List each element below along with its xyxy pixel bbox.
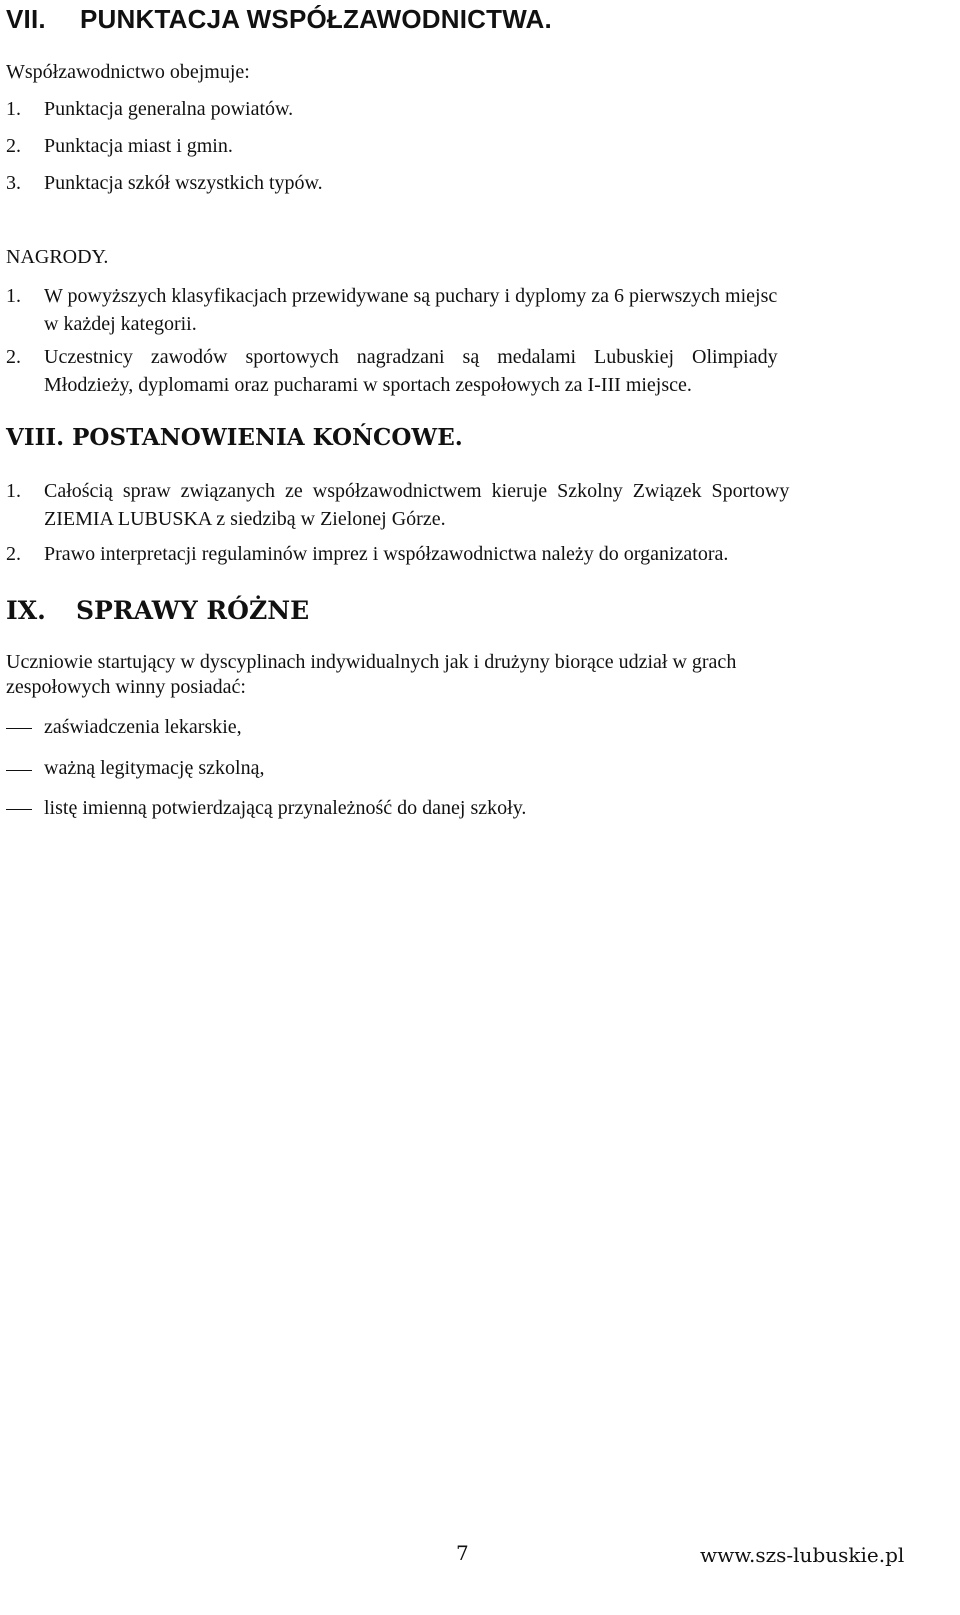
list-item-number: 1. xyxy=(6,285,21,307)
section-7-intro: Współzawodnictwo obejmuje: xyxy=(6,61,250,83)
list-item-text: W powyższych klasyfikacjach przewidywane są puchary i dyplomy za 6 pierwszych miejsc xyxy=(44,285,778,307)
list-item-text: Uczestnicy zawodów sportowych nagradzani są medalami Lubuskiej Olimpiady xyxy=(44,346,778,368)
list-item-number: 3. xyxy=(6,172,21,194)
footer-url: www.szs-lubuskie.pl xyxy=(700,1543,905,1567)
dash-bullet xyxy=(6,770,32,771)
section-9-intro: Uczniowie startujący w dyscyplinach indywidualnych jak i drużyny biorące udział w grach xyxy=(6,651,737,673)
list-item-number: 2. xyxy=(6,543,21,565)
list-item-number: 2. xyxy=(6,135,21,157)
list-item: zaświadczenia lekarskie, xyxy=(44,716,242,738)
section-9-number: IX. xyxy=(6,596,46,625)
list-item-text: Punktacja miast i gmin. xyxy=(44,135,233,157)
list-item-text: Prawo interpretacji regulaminów imprez i współzawodnictwa należy do organizatora. xyxy=(44,543,729,565)
section-9-heading xyxy=(6,596,309,626)
dash-bullet xyxy=(6,728,32,729)
list-item xyxy=(6,97,293,121)
list-item xyxy=(6,284,777,308)
list-item-number: 1. xyxy=(6,480,21,502)
list-item xyxy=(6,345,932,369)
list-item: listę imienną potwierdzającą przynależność do danej szkoły. xyxy=(44,797,527,819)
awards-heading: NAGRODY. xyxy=(6,246,109,268)
section-8-heading: VIII. POSTANOWIENIA KOŃCOWE. xyxy=(6,424,463,451)
list-item-text: Całością spraw związanych ze współzawodnictwem kieruje Szkolny Związek Sportowy xyxy=(44,480,790,502)
list-item-continuation: ZIEMIA LUBUSKA z siedzibą w Zielonej Górze. xyxy=(44,508,446,530)
list-item xyxy=(6,479,789,503)
list-item-continuation: Młodzieży, dyplomami oraz pucharami w sportach zespołowych za I-III miejsce. xyxy=(44,374,692,396)
list-item-number: 1. xyxy=(6,98,21,120)
list-item xyxy=(6,134,233,158)
list-item: ważną legitymację szkolną, xyxy=(44,757,265,779)
section-7-title: PUNKTACJA WSPÓŁZAWODNICTWA. xyxy=(80,4,552,34)
section-9-title: SPRAWY RÓŻNE xyxy=(76,596,310,625)
list-item-number: 2. xyxy=(6,346,21,368)
section-9-intro-continuation: zespołowych winny posiadać: xyxy=(6,676,246,698)
list-item-text: Punktacja szkół wszystkich typów. xyxy=(44,172,323,194)
list-item-text: Punktacja generalna powiatów. xyxy=(44,98,294,120)
page-number: 7 xyxy=(456,1541,469,1565)
dash-bullet xyxy=(6,809,32,810)
section-7-number: VII. xyxy=(6,4,46,34)
section-7-heading xyxy=(6,4,552,35)
list-item-continuation: w każdej kategorii. xyxy=(44,313,197,335)
list-item xyxy=(6,171,323,195)
list-item xyxy=(6,542,728,566)
